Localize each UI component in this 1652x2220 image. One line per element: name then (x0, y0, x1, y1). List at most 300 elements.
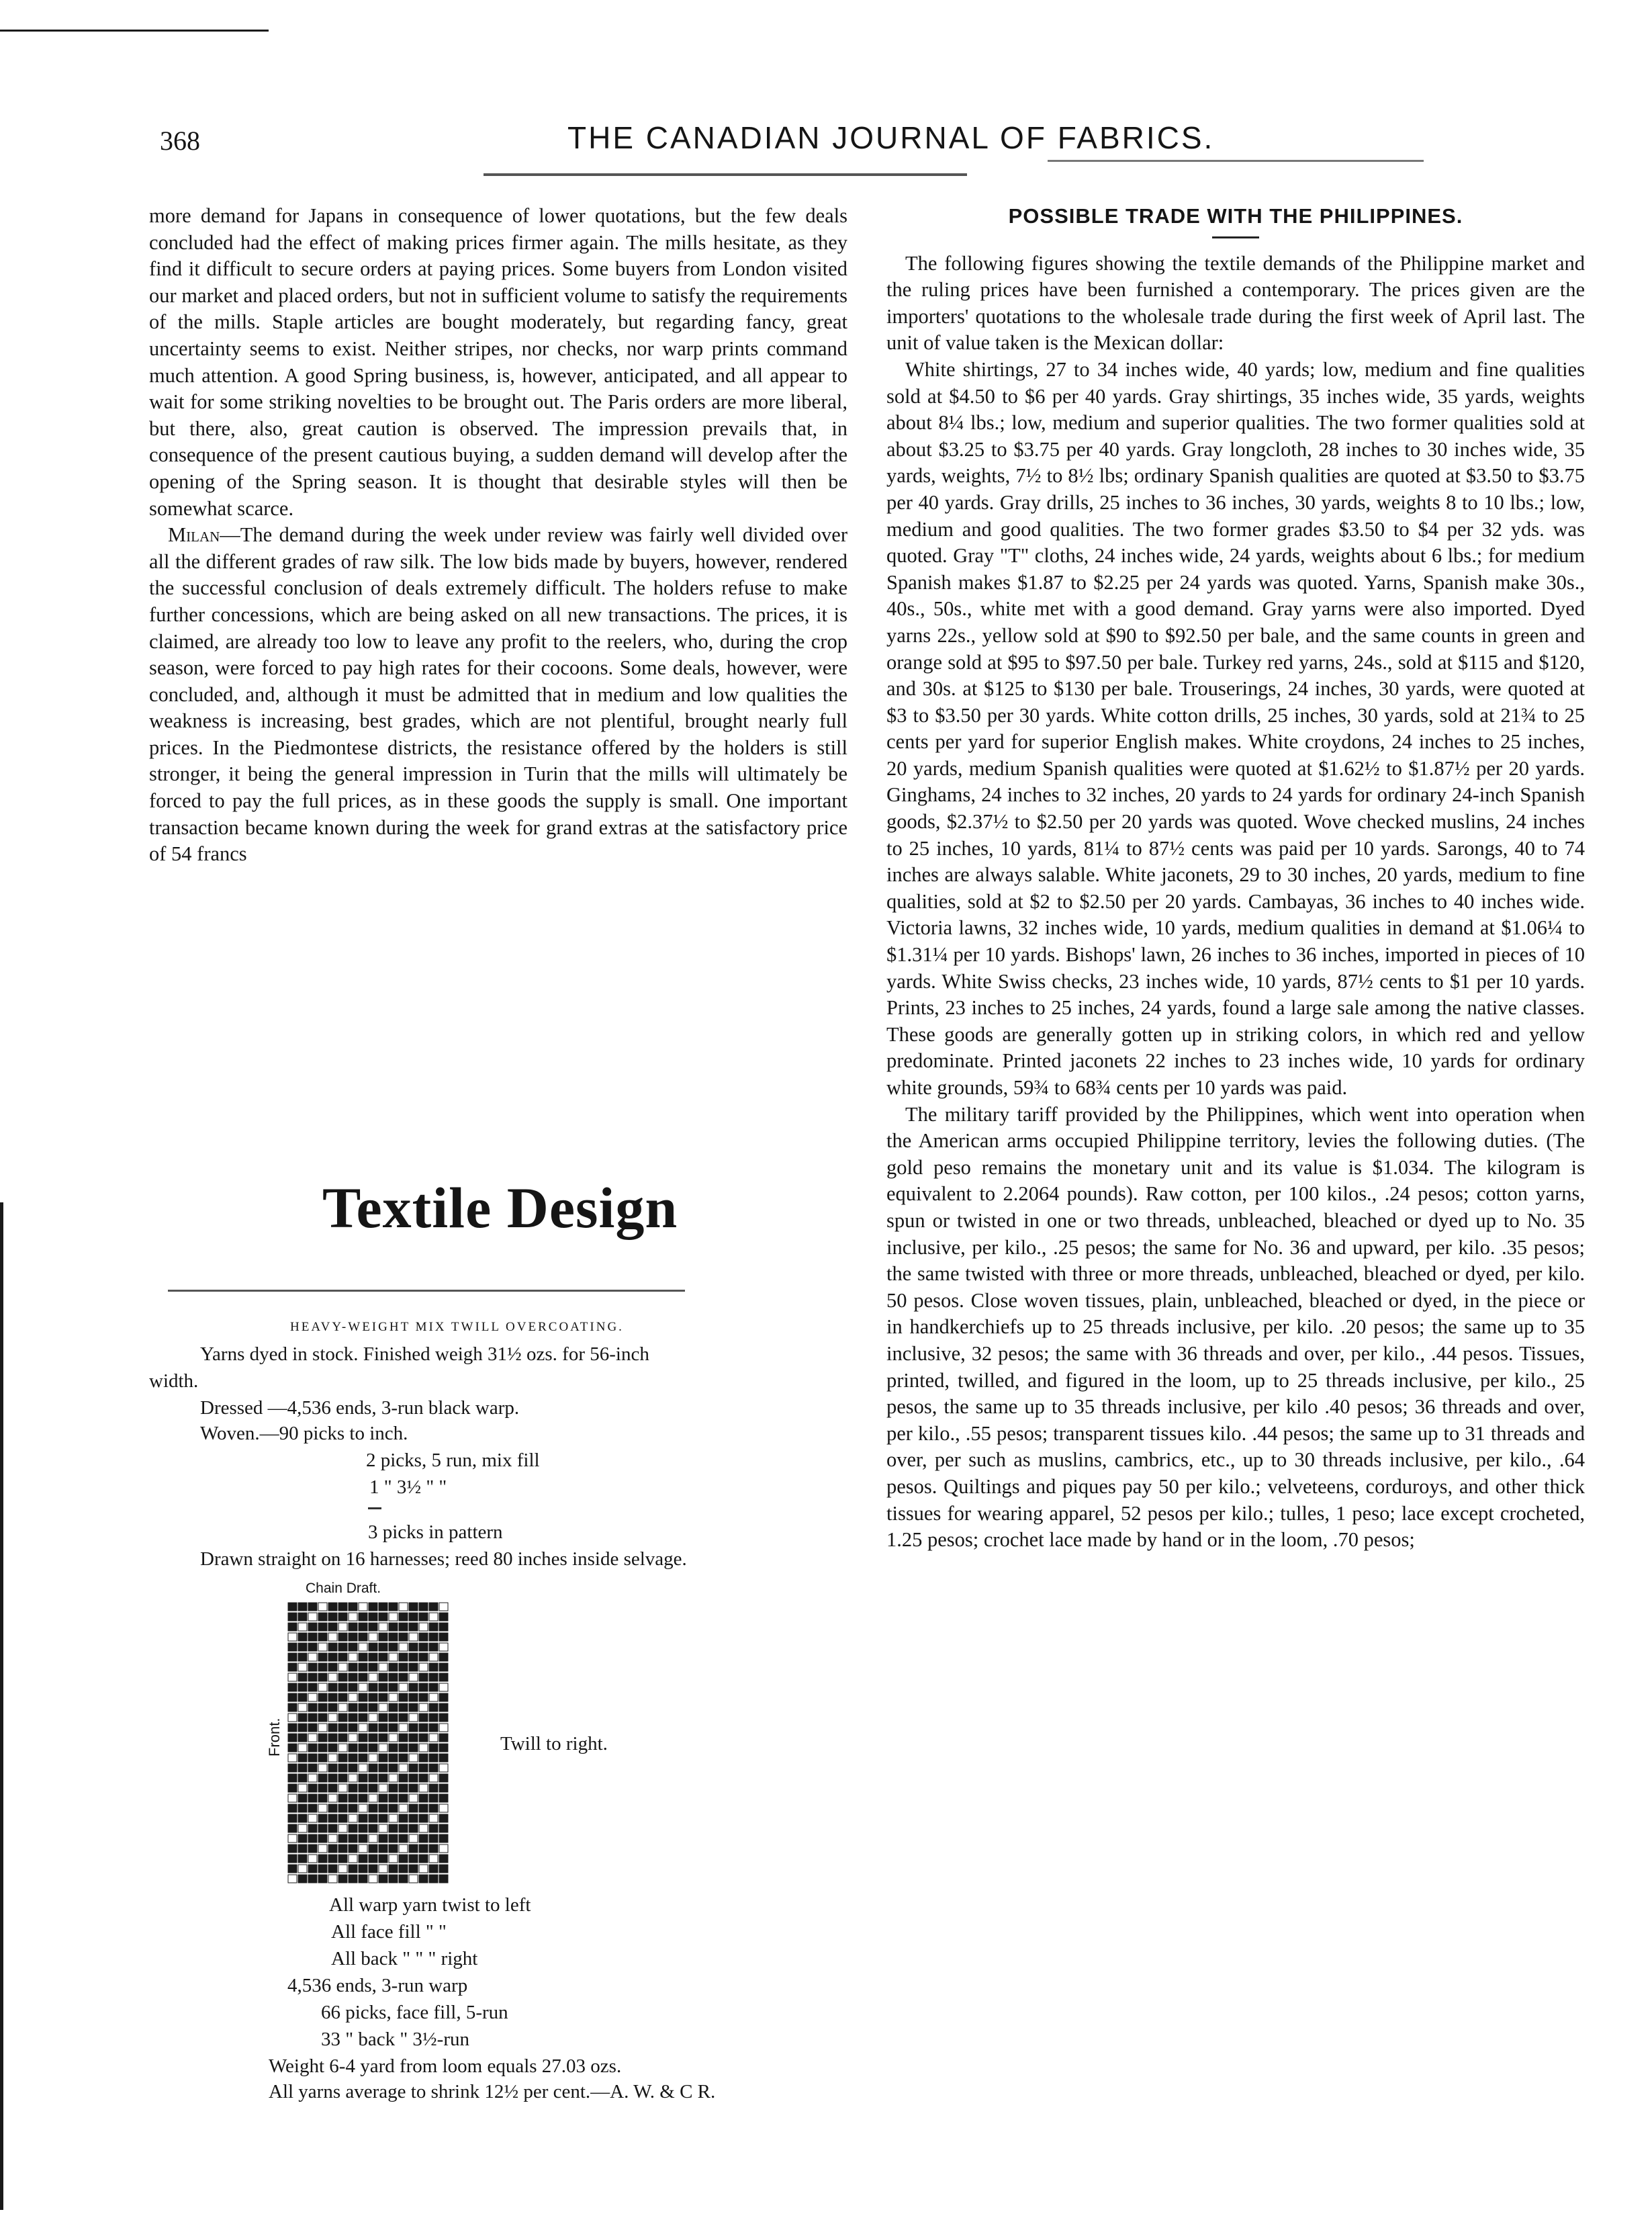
draft-cell (409, 1754, 418, 1762)
textile-design-heading: Textile Design (322, 1175, 678, 1240)
draft-cell (318, 1774, 327, 1782)
draft-cell (349, 1653, 357, 1661)
draft-cell (369, 1824, 377, 1832)
draft-cell (419, 1603, 428, 1611)
draft-cell (379, 1673, 387, 1681)
draft-cell (328, 1834, 337, 1842)
draft-cell (409, 1603, 418, 1611)
article-title: POSSIBLE TRADE WITH THE PHILIPPINES. (1008, 204, 1463, 228)
draft-cell (359, 1824, 367, 1832)
warp-twist-line: All warp yarn twist to left (329, 1894, 531, 1916)
draft-cell (328, 1875, 337, 1883)
draft-cell (419, 1633, 428, 1641)
draft-cell (328, 1663, 337, 1671)
draft-cell (318, 1663, 327, 1671)
draft-cell (318, 1714, 327, 1722)
draft-cell (338, 1663, 347, 1671)
draft-cell (298, 1693, 307, 1701)
draft-cell (369, 1643, 377, 1651)
draft-cell (419, 1824, 428, 1832)
draft-cell (349, 1875, 357, 1883)
draft-cell (318, 1693, 327, 1701)
draft-cell (298, 1834, 307, 1842)
chain-draft-label: Chain Draft. (306, 1581, 381, 1596)
draft-cell (288, 1824, 297, 1832)
twill-label: Twill to right. (500, 1733, 608, 1755)
draft-cell (419, 1734, 428, 1742)
draft-cell (399, 1714, 408, 1722)
draft-cell (318, 1814, 327, 1822)
draft-cell (369, 1613, 377, 1621)
draft-cell (288, 1643, 297, 1651)
draft-cell (288, 1764, 297, 1772)
draft-cell (359, 1794, 367, 1802)
face-fill-line: All face fill " " (331, 1921, 447, 1943)
draft-cell (389, 1754, 398, 1762)
draft-cell (389, 1855, 398, 1863)
draft-cell (439, 1613, 448, 1621)
draft-cell (399, 1653, 408, 1661)
left-paragraph: more demand for Japans in consequence of lower quotations, but the few deals concluded had the effect of making prices firmer again. The mills hesitate, as they find it difficult to secure orders at paying prices. Some buyers from London visited our market and placed orders, but not in sufficient volume to satisfy the requirements of the mills. Staple articles are bought moderately, but regarding fancy, great uncertainty seems to exist. Neither stripes, nor checks, nor warp prints command much attention. A good Spring business, is, however, anticipated, and all appear to wait for some striking novelties to be brought out. The Paris orders are more liberal, but there, also, great caution is observed. The impression prevails that, in consequence of the present cautious buying, a sudden demand will develop after the opening of the Spring season. It is thought that desirable styles will then be somewhat scarce. (149, 204, 847, 520)
draft-cell (308, 1784, 317, 1792)
draft-cell (328, 1603, 337, 1611)
ends-line: 4,536 ends, 3-run warp (287, 1975, 468, 1996)
draft-cell (429, 1814, 438, 1822)
draft-cell (369, 1865, 377, 1873)
woven-line: Woven.—90 picks to inch. (200, 1423, 408, 1444)
draft-cell (389, 1865, 398, 1873)
draft-cell (328, 1703, 337, 1712)
draft-cell (308, 1794, 317, 1802)
draft-cell (369, 1845, 377, 1853)
draft-cell (308, 1693, 317, 1701)
draft-cell (359, 1834, 367, 1842)
draft-cell (288, 1714, 297, 1722)
draft-cell (409, 1875, 418, 1883)
draft-cell (349, 1643, 357, 1651)
draft-cell (409, 1653, 418, 1661)
draft-cell (379, 1683, 387, 1691)
draft-cell (328, 1693, 337, 1701)
draft-cell (298, 1784, 307, 1792)
draft-cell (349, 1784, 357, 1792)
draft-cell (399, 1633, 408, 1641)
draft-cell (419, 1764, 428, 1772)
draft-cell (308, 1613, 317, 1621)
draft-cell (389, 1633, 398, 1641)
draft-cell (349, 1814, 357, 1822)
draft-cell (409, 1693, 418, 1701)
draft-cell (389, 1814, 398, 1822)
draft-cell (369, 1633, 377, 1641)
draft-cell (389, 1734, 398, 1742)
milan-paragraph (149, 522, 847, 868)
draft-cell (419, 1683, 428, 1691)
face-picks-line: 66 picks, face fill, 5-run (321, 2002, 508, 2023)
draft-cell (328, 1714, 337, 1722)
right-paragraph: White shirtings, 27 to 34 inches wide, 40 yards; low, medium and fine qualities sold at $4.50 to $6 per 40 yards. Gray shirtings, 35 inches wide, 35 yards, weights about 8¼ lbs.; low, medium and superior qualities. The two former qualities sold at about $3.25 to $3.75 per 40 yards. Gray longcloth, 28 inches to 30 inches wide, 35 yards, weights, 7½ to 8½ lbs; ordinary Spanish qualities are quoted at $3.50 to $3.75 per 40 yards. Gray drills, 25 inches to 36 inches, 30 yards, weights 8 to 10 lbs.; low, medium and good qualities. The two former grades $3.50 to $4 per 32 yds. was quoted. Gray "T" cloths, 24 inches wide, 24 yards, weights about 6 lbs.; for medium Spanish makes $1.87 to $2.25 per 24 yards was quoted. Yarns, Spanish make 30s., 40s., 50s., white met with a good demand. Gray yarns were also imported. Dyed yarns 22s., yellow sold at $90 to $92.50 per bale, and the same counts in green and orange sold at $95 to $97.50 per bale. Turkey red yarns, 24s., sold at $115 and $120, and 30s. at $125 to $130 per bale. Trouserings, 24 inches, 30 yards, were quoted at $3 to $3.50 per 30 yards. White cotton drills, 25 inches, 30 yards, sold at 21¾ to 25 cents per yard for superior English makes. White croydons, 24 inches to 25 inches, 20 yards, medium Spanish qualities were quoted at $1.62½ to $1.87½ per 20 yards. Ginghams, 24 inches to 32 inches, 20 yards to 24 yards for ordinary 24-inch Spanish goods, $2.37½ to $2.50 per 20 yards was quoted. Wove checked muslins, 24 inches to 25 inches, 10 yards, 81¼ to 87½ cents was paid per 10 yards. Sarongs, 40 to 74 inches are always salable. White jaconets, 29 to 30 inches, 20 yards, medium to fine qualities, sold at $2 to $2.50 per 20 yards. Cambayas, 36 inches to 40 inches wide. Victoria lawns, 32 inches wide, 10 yards, medium qualities in demand at $1.06¼ to $1.31¼ per 10 yards. Bishops' lawn, 26 inches to 36 inches, imported in pieces of 10 yards. White Swiss checks, 23 inches wide, 10 yards, 87½ cents to $1 per 10 yards. Prints, 23 inches to 25 inches, 24 yards, found a large sale among the native classes. These goods are generally gotten up in striking colors, in which red and yellow predominate. Printed jaconets 22 inches to 23 inches wide, 10 yards for ordinary white grounds, 59¾ to 68¾ cents per 10 yards was paid. (886, 357, 1585, 1099)
draft-cell (389, 1724, 398, 1732)
draft-cell (308, 1814, 317, 1822)
draft-cell (399, 1784, 408, 1792)
draft-cell (429, 1784, 438, 1792)
draft-cell (318, 1673, 327, 1681)
draft-cell (308, 1714, 317, 1722)
draft-cell (399, 1613, 408, 1621)
draft-cell (399, 1814, 408, 1822)
draft-cell (439, 1734, 448, 1742)
draft-cell (318, 1834, 327, 1842)
front-label: Front. (266, 1718, 283, 1757)
draft-cell (298, 1814, 307, 1822)
draft-cell (379, 1814, 387, 1822)
draft-cell (419, 1865, 428, 1873)
draft-cell (318, 1643, 327, 1651)
draft-cell (308, 1683, 317, 1691)
draft-cell (349, 1663, 357, 1671)
header-rule (1048, 160, 1424, 162)
draft-cell (389, 1774, 398, 1782)
draft-cell (288, 1653, 297, 1661)
draft-cell (419, 1794, 428, 1802)
draft-cell (389, 1613, 398, 1621)
draft-cell (379, 1613, 387, 1621)
draft-cell (429, 1845, 438, 1853)
draft-cell (429, 1653, 438, 1661)
draft-cell (288, 1875, 297, 1883)
draft-cell (399, 1764, 408, 1772)
section-rule (168, 1290, 685, 1292)
draft-cell (389, 1764, 398, 1772)
draft-cell (379, 1693, 387, 1701)
draft-cell (338, 1613, 347, 1621)
draft-cell (338, 1875, 347, 1883)
draft-cell (399, 1663, 408, 1671)
draft-cell (369, 1673, 377, 1681)
draft-cell (298, 1845, 307, 1853)
right-paragraph: The military tariff provided by the Philippines, which went into operation when the American arms occupied Philippine territory, levies the following duties. (The gold peso remains the monetary unit and its value is $1.034. The kilogram is equivalent to 2.2064 pounds). Raw cotton, per 100 kilos., .24 pesos; cotton yarns, spun or twisted in one or two threads, unbleached, bleached or dyed up to No. 35 inclusive, per kilo., .25 pesos; the same for No. 36 and upward, per kilo. .35 pesos; the same twisted with three or more threads, unbleached, bleached or dyed, per kilo. 50 pesos. Close woven tissues, plain, unbleached, bleached or dyed, in the piece or in handkerchiefs up to 25 threads inclusive, per kilo. .20 pesos; the same up to 35 inclusive, 32 pesos; the same with 36 threads and over, per kilo., .44 pesos. Tissues, printed, twilled, and figured in the loom, up to 25 threads inclusive, per kilo., 25 pesos, the same up to 35 threads inclusive, per kilo .40 pesos; 36 threads and over, per kilo., .55 pesos; transparent tissues kilo. .44 pesos; the same up to 31 threads and over, per such as muslins, cambrics, etc., up to 30 threads inclusive, per kilo., .64 pesos. Quiltings and piques pay 50 per kilo.; velveteens, corduroys, and other thick tissues for wearing apparel, 52 pesos per kilo.; tulles, 1 peso; lace except crocheted, 1.25 pesos; crochet lace made by hand or in the loom, .70 pesos; (886, 1102, 1585, 1552)
draft-cell (379, 1653, 387, 1661)
draft-cell (399, 1744, 408, 1752)
draft-cell (328, 1794, 337, 1802)
draft-cell (429, 1633, 438, 1641)
draft-cell (399, 1724, 408, 1732)
draft-cell (409, 1784, 418, 1792)
draft-cell (308, 1673, 317, 1681)
draft-cell (359, 1683, 367, 1691)
draft-cell (288, 1855, 297, 1863)
draft-cell (359, 1724, 367, 1732)
draft-cell (349, 1744, 357, 1752)
draft-cell (389, 1673, 398, 1681)
draft-cell (389, 1744, 398, 1752)
draft-cell (439, 1724, 448, 1732)
draft-cell (379, 1744, 387, 1752)
draft-cell (439, 1804, 448, 1812)
draft-cell (328, 1824, 337, 1832)
draft-cell (429, 1754, 438, 1762)
page-number: 368 (160, 126, 200, 156)
draft-cell (349, 1855, 357, 1863)
draft-cell (389, 1643, 398, 1651)
draft-cell (379, 1834, 387, 1842)
draft-cell (369, 1804, 377, 1812)
draft-cell (429, 1804, 438, 1812)
draft-cell (429, 1744, 438, 1752)
picks-line: 1 " 3½ " " (369, 1476, 447, 1498)
draft-cell (389, 1834, 398, 1842)
draft-cell (338, 1744, 347, 1752)
draft-cell (298, 1714, 307, 1722)
draft-cell (318, 1744, 327, 1752)
draft-cell (328, 1724, 337, 1732)
draft-cell (338, 1814, 347, 1822)
draft-cell (338, 1673, 347, 1681)
draft-cell (298, 1703, 307, 1712)
draft-cell (338, 1855, 347, 1863)
spec-line: width. (149, 1370, 199, 1392)
draft-cell (338, 1703, 347, 1712)
draft-cell (328, 1653, 337, 1661)
draft-cell (439, 1774, 448, 1782)
draft-cell (288, 1623, 297, 1631)
draft-cell (349, 1693, 357, 1701)
draft-cell (298, 1623, 307, 1631)
draft-cell (439, 1744, 448, 1752)
draft-cell (419, 1845, 428, 1853)
draft-cell (318, 1845, 327, 1853)
draft-cell (409, 1824, 418, 1832)
draft-cell (349, 1804, 357, 1812)
draft-cell (409, 1774, 418, 1782)
draft-cell (429, 1764, 438, 1772)
draft-cell (419, 1613, 428, 1621)
draft-cell (318, 1734, 327, 1742)
draft-cell (429, 1824, 438, 1832)
draft-cell (359, 1814, 367, 1822)
draft-cell (328, 1744, 337, 1752)
draft-cell (439, 1653, 448, 1661)
draft-cell (298, 1804, 307, 1812)
drawn-line: Drawn straight on 16 harnesses; reed 80 inches inside selvage. (200, 1548, 687, 1570)
draft-cell (379, 1714, 387, 1722)
draft-cell (288, 1845, 297, 1853)
sum-rule (368, 1507, 381, 1509)
header-rule (484, 173, 967, 176)
draft-cell (318, 1683, 327, 1691)
draft-cell (419, 1814, 428, 1822)
draft-cell (359, 1703, 367, 1712)
draft-cell (419, 1714, 428, 1722)
draft-cell (429, 1683, 438, 1691)
draft-cell (298, 1824, 307, 1832)
draft-cell (359, 1673, 367, 1681)
draft-cell (409, 1683, 418, 1691)
draft-cell (328, 1764, 337, 1772)
draft-cell (399, 1804, 408, 1812)
draft-cell (369, 1603, 377, 1611)
spec-line: Yarns dyed in stock. Finished weigh 31½ ozs. for 56-inch (200, 1343, 649, 1365)
draft-cell (308, 1875, 317, 1883)
draft-cell (318, 1653, 327, 1661)
draft-cell (369, 1814, 377, 1822)
draft-cell (399, 1643, 408, 1651)
draft-cell (429, 1693, 438, 1701)
draft-cell (298, 1764, 307, 1772)
draft-cell (318, 1724, 327, 1732)
draft-cell (419, 1673, 428, 1681)
draft-cell (389, 1845, 398, 1853)
draft-cell (298, 1613, 307, 1621)
draft-cell (419, 1653, 428, 1661)
draft-cell (359, 1663, 367, 1671)
draft-cell (338, 1845, 347, 1853)
draft-cell (338, 1633, 347, 1641)
draft-cell (419, 1663, 428, 1671)
draft-cell (338, 1693, 347, 1701)
draft-cell (409, 1764, 418, 1772)
draft-cell (308, 1845, 317, 1853)
draft-cell (429, 1714, 438, 1722)
draft-cell (298, 1653, 307, 1661)
dressed-line: Dressed —4,536 ends, 3-run black warp. (200, 1397, 520, 1419)
draft-cell (338, 1623, 347, 1631)
draft-cell (409, 1865, 418, 1873)
draft-cell (298, 1794, 307, 1802)
draft-cell (389, 1824, 398, 1832)
draft-cell (338, 1683, 347, 1691)
draft-cell (318, 1794, 327, 1802)
design-subheading: HEAVY-WEIGHT MIX TWILL OVERCOATING. (290, 1320, 624, 1334)
draft-cell (359, 1845, 367, 1853)
draft-cell (419, 1643, 428, 1651)
draft-cell (379, 1774, 387, 1782)
draft-cell (369, 1724, 377, 1732)
draft-cell (288, 1744, 297, 1752)
draft-cell (308, 1724, 317, 1732)
draft-cell (379, 1663, 387, 1671)
draft-cell (359, 1744, 367, 1752)
draft-cell (389, 1603, 398, 1611)
draft-cell (419, 1784, 428, 1792)
journal-title: THE CANADIAN JOURNAL OF FABRICS. (567, 120, 1215, 155)
draft-cell (338, 1764, 347, 1772)
draft-cell (419, 1875, 428, 1883)
right-paragraph: The following figures showing the textile demands of the Philippine market and the ruling prices have been furnished a contemporary. The prices given are the importers' quotations to the wholesale trade during the first week of April last. The unit of value taken is the Mexican dollar: (886, 251, 1585, 355)
draft-cell (439, 1643, 448, 1651)
draft-cell (439, 1703, 448, 1712)
draft-cell (369, 1774, 377, 1782)
chain-draft-grid (287, 1602, 455, 1884)
draft-cell (349, 1734, 357, 1742)
draft-cell (359, 1734, 367, 1742)
draft-cell (359, 1643, 367, 1651)
draft-cell (288, 1633, 297, 1641)
draft-cell (439, 1633, 448, 1641)
draft-cell (359, 1633, 367, 1641)
draft-cell (389, 1714, 398, 1722)
draft-cell (399, 1875, 408, 1883)
draft-cell (399, 1623, 408, 1631)
draft-cell (359, 1613, 367, 1621)
draft-cell (349, 1673, 357, 1681)
draft-cell (419, 1623, 428, 1631)
draft-cell (389, 1703, 398, 1712)
draft-cell (288, 1865, 297, 1873)
draft-cell (298, 1744, 307, 1752)
draft-cell (328, 1865, 337, 1873)
draft-cell (409, 1703, 418, 1712)
draft-cell (369, 1693, 377, 1701)
draft-cell (338, 1774, 347, 1782)
draft-cell (328, 1633, 337, 1641)
draft-cell (429, 1613, 438, 1621)
draft-cell (399, 1703, 408, 1712)
draft-cell (359, 1603, 367, 1611)
draft-cell (298, 1683, 307, 1691)
draft-cell (369, 1875, 377, 1883)
draft-cell (288, 1794, 297, 1802)
draft-cell (439, 1754, 448, 1762)
draft-cell (328, 1754, 337, 1762)
draft-cell (429, 1663, 438, 1671)
back-fill-line: All back " " " right (331, 1948, 478, 1969)
draft-cell (429, 1774, 438, 1782)
draft-cell (318, 1613, 327, 1621)
draft-cell (308, 1865, 317, 1873)
draft-cell (308, 1764, 317, 1772)
draft-cell (328, 1855, 337, 1863)
draft-cell (439, 1834, 448, 1842)
draft-cell (298, 1633, 307, 1641)
draft-cell (429, 1865, 438, 1873)
draft-cell (359, 1784, 367, 1792)
draft-cell (439, 1764, 448, 1772)
draft-cell (288, 1754, 297, 1762)
draft-cell (379, 1623, 387, 1631)
draft-cell (308, 1603, 317, 1611)
draft-cell (308, 1663, 317, 1671)
draft-cell (349, 1754, 357, 1762)
draft-cell (359, 1804, 367, 1812)
draft-cell (419, 1693, 428, 1701)
draft-cell (379, 1784, 387, 1792)
draft-cell (419, 1774, 428, 1782)
draft-cell (389, 1683, 398, 1691)
draft-cell (379, 1734, 387, 1742)
draft-cell (429, 1834, 438, 1842)
draft-cell (439, 1855, 448, 1863)
draft-cell (298, 1855, 307, 1863)
draft-cell (379, 1643, 387, 1651)
draft-cell (369, 1764, 377, 1772)
draft-cell (399, 1855, 408, 1863)
draft-cell (308, 1643, 317, 1651)
draft-cell (328, 1845, 337, 1853)
draft-cell (338, 1804, 347, 1812)
picks-line: 2 picks, 5 run, mix fill (366, 1450, 540, 1471)
draft-cell (409, 1734, 418, 1742)
draft-cell (369, 1683, 377, 1691)
draft-cell (338, 1643, 347, 1651)
draft-cell (288, 1603, 297, 1611)
draft-cell (338, 1834, 347, 1842)
draft-cell (349, 1764, 357, 1772)
draft-cell (409, 1804, 418, 1812)
draft-cell (399, 1834, 408, 1842)
draft-cell (419, 1834, 428, 1842)
draft-cell (379, 1703, 387, 1712)
